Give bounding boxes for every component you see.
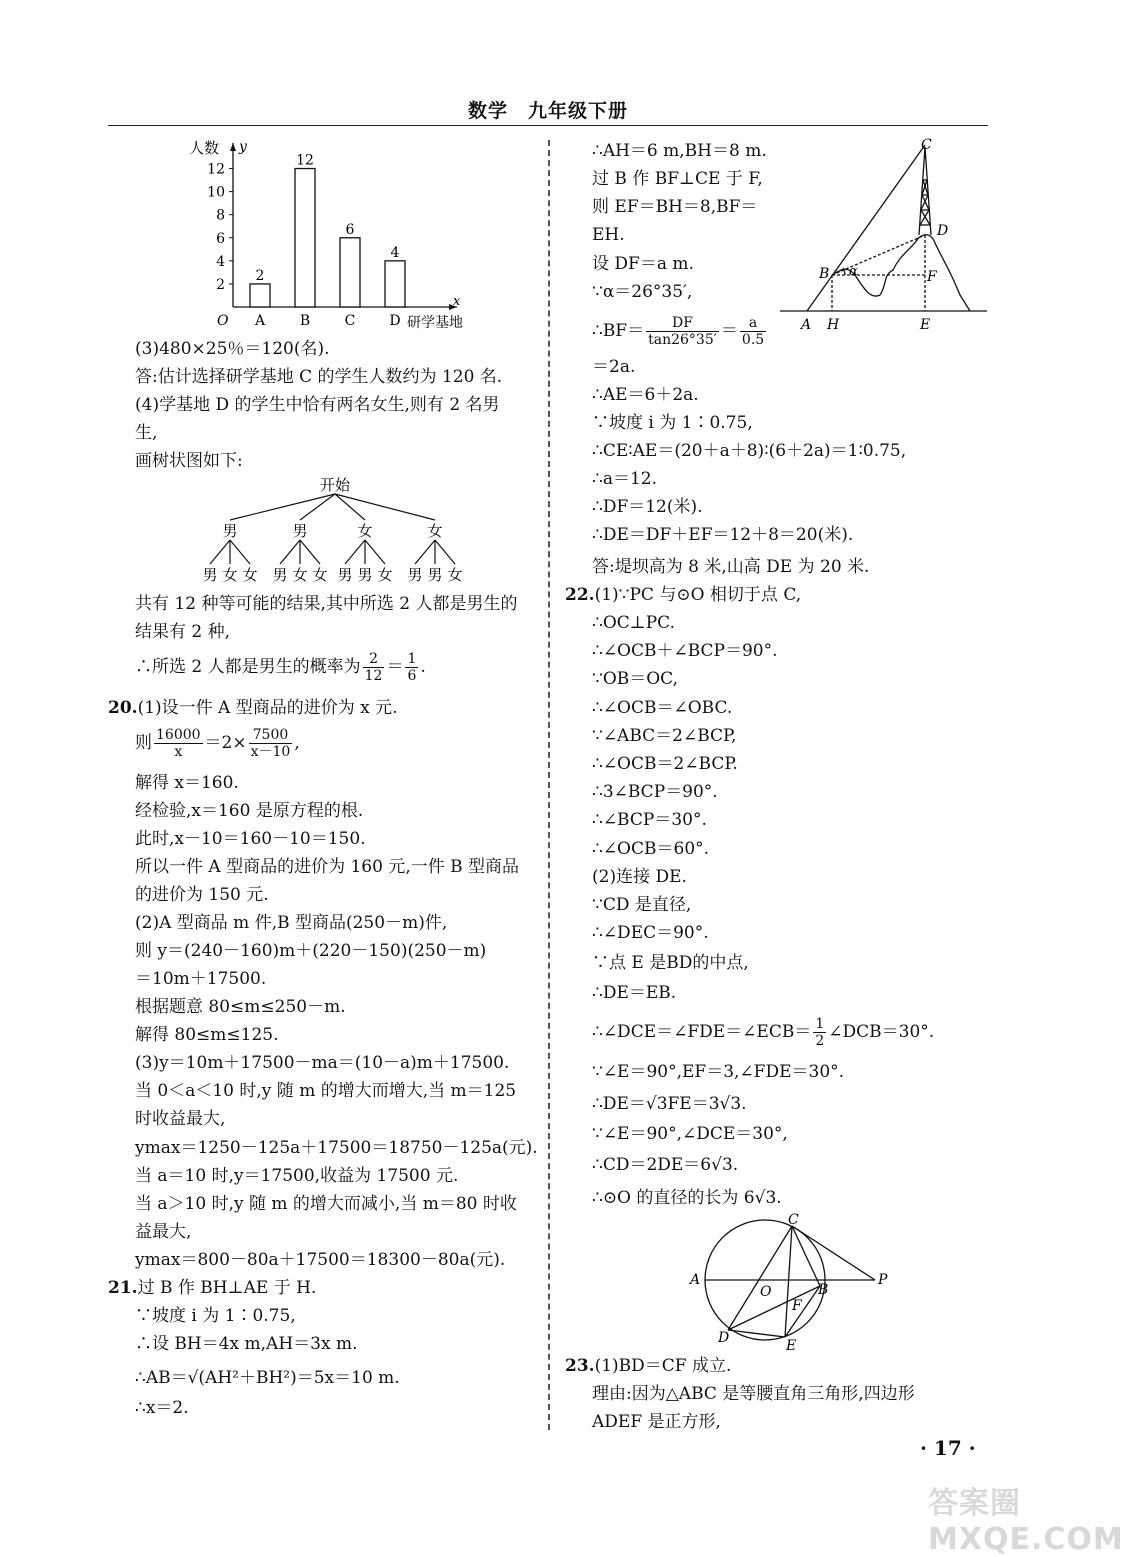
right-line-6: ∵α＝26°35′, (592, 282, 693, 302)
tree-l2-node: 男 (357, 566, 373, 584)
y-tick-label: 8 (216, 207, 225, 224)
tree-diagram (195, 474, 485, 586)
q22-line-21: ∴⊙O 的直径的长为 6√3. (592, 1188, 782, 1208)
left-line-5: 画树状图如下: (135, 451, 243, 471)
q21-line-4: ∴AB＝√(AH²＋BH²)＝5x＝10 m. (135, 1368, 400, 1388)
tree-l2-node: 男 (407, 566, 423, 584)
q20-line-17: 当 a＝10 时,y＝17500,收益为 17500 元. (135, 1166, 459, 1186)
tree-l2-node: 女 (377, 566, 393, 584)
q22-line-14: ∵点 E 是BD的中点, (592, 953, 749, 973)
right-line-2: 过 B 作 BF⊥CE 于 F, (592, 169, 763, 189)
tree-l2-node: 女 (292, 566, 308, 584)
q22-line-9: ∴∠BCP＝30°. (592, 810, 707, 830)
fraction: $\frac{DF}{\tan 26^\circ 35'}$ (648, 315, 717, 348)
left-line-2: 答:估计选择研学基地 C 的学生人数约为 120 名. (135, 367, 503, 387)
circle-label-D: D (718, 1330, 730, 1346)
q21-line-1: 21.过 B 作 BH⊥AE 于 H. (108, 1278, 317, 1298)
circle-label-B: B (818, 1282, 829, 1298)
x-tick-label: A (254, 313, 266, 329)
q21-line-3: ∴设 BH＝4x m,AH＝3x m. (135, 1334, 358, 1354)
x-tick-label: D (389, 313, 401, 329)
q20-line-8: (2)A 型商品 m 件,B 型商品(250－m)件, (135, 913, 448, 933)
q22-line-19: ∵∠E＝90°,∠DCE＝30°, (592, 1124, 788, 1144)
fraction: $\frac{1}{2}$ (815, 1016, 825, 1049)
q20-line-11: 根据题意 80≤m≤250－m. (135, 997, 346, 1017)
tree-l1-node: 男 (292, 522, 308, 540)
mountain-label-A: A (801, 317, 812, 333)
tree-root: 开始 (319, 476, 351, 494)
mountain-figure (775, 135, 990, 335)
tree-l2-node: 男 (272, 566, 288, 584)
q20-line-1: 20.(1)设一件 A 型商品的进价为 x 元. (108, 698, 398, 718)
q20-line-9: 则 y＝(240－160)m＋(220－150)(250－m) (135, 941, 487, 961)
bar (385, 261, 405, 307)
page-number: · 17 · (920, 1436, 976, 1460)
left-line-4: 生, (135, 423, 158, 443)
right-line-5: 设 DF＝a m. (592, 254, 694, 274)
q22-line-5: ∴∠OCB＝∠OBC. (592, 698, 733, 718)
bar-chart (185, 135, 485, 335)
y-tick-label: 4 (216, 253, 225, 270)
tree-l2-node: 女 (242, 566, 258, 584)
bar-value-label: 2 (255, 267, 265, 284)
mountain-label-B: B (819, 266, 830, 282)
q21-line-5: ∴x＝2. (135, 1398, 189, 1418)
q20-line-7: 的进价为 150 元. (135, 885, 269, 905)
q20-line-15: 时收益最大, (135, 1109, 226, 1129)
q22-line-16: ∴∠DCE＝∠FDE＝∠ECB＝ $\frac{1}{2}$ ∠DCB＝30°. (592, 1016, 935, 1049)
q20-line-16: ymax＝1250－125a＋17500＝18750－125a(元). (135, 1138, 538, 1158)
circle-label-F: F (792, 1298, 802, 1314)
tree-l2-node: 男 (337, 566, 353, 584)
mountain-label-E: E (920, 317, 931, 333)
tree-l1-node: 女 (357, 522, 373, 540)
tree-l2-node: 男 (427, 566, 443, 584)
q23-line-1: 23.(1)BD＝CF 成立. (565, 1356, 732, 1376)
q20-line-20: ymax＝800－80a＋17500＝18300－80a(元). (135, 1250, 506, 1270)
q22-line-17: ∵∠E＝90°,EF＝3,∠FDE＝30°. (592, 1062, 845, 1082)
q22-line-1: 22.(1)∵PC 与⊙O 相切于点 C, (565, 585, 802, 605)
mountain-label-F: F (927, 269, 937, 285)
mountain-label-D: D (937, 223, 949, 239)
q22-line-20: ∴CD＝2DE＝6√3. (592, 1155, 739, 1175)
fraction: $\frac{1}{6}$ (407, 651, 417, 684)
circle-label-P: P (878, 1272, 888, 1288)
circle-label-A: A (690, 1272, 701, 1288)
circle-label-O: O (760, 1284, 772, 1300)
page-header-title: 数学 九年级下册 (467, 100, 628, 122)
tree-l1-node: 女 (427, 522, 443, 540)
text: ∴所选 2 人都是男生的概率为 (135, 657, 361, 677)
left-line-6: 共有 12 种等可能的结果,其中所选 2 人都是男生的 (135, 594, 518, 614)
q22-line-13: ∴∠DEC＝90°. (592, 923, 709, 943)
y-axis-arrow (230, 143, 236, 151)
question-number: 23. (565, 1356, 595, 1376)
fraction: $\frac{7500}{x-10}$ (250, 727, 291, 760)
mountain-label-alpha: α (849, 264, 858, 279)
circle-label-C: C (788, 1212, 799, 1228)
q20-line-13: (3)y＝10m＋17500－ma＝(10－a)m＋17500. (135, 1053, 510, 1073)
right-line-3: 则 EF＝BH＝8,BF＝ (592, 197, 758, 217)
right-line-14: ∴DE＝DF＋EF＝12＋8＝20(米). (592, 525, 854, 545)
right-line-12: ∴a＝12. (592, 469, 657, 489)
y-tick-label: 12 (207, 161, 225, 178)
q20-line-2: 则 $\frac{16000}{x}$ ＝2× $\frac{7500}{x-10}$ , (135, 727, 300, 760)
tree-l2-node: 女 (447, 566, 463, 584)
q22-line-4: ∵OB＝OC, (592, 669, 678, 689)
q20-line-18: 当 a＞10 时,y 随 m 的增大而减小,当 m＝80 时收 (135, 1194, 517, 1214)
x-axis-title: 研学基地 (407, 315, 463, 331)
left-line-8: ∴所选 2 人都是男生的概率为 $\frac{2}{12}$ ＝ $\frac{1}{6}$ . (135, 651, 426, 684)
right-line-11: ∴CE∶AE＝(20＋a＋8)∶(6＋2a)＝1∶0.75, (592, 441, 907, 461)
right-line-10: ∵坡度 i 为 1∶0.75, (592, 413, 753, 433)
q22-line-8: ∴3∠BCP＝90°. (592, 782, 718, 802)
y-tick-label: 10 (207, 184, 225, 201)
mountain-label-H: H (827, 317, 840, 333)
fraction: $\frac{16000}{x}$ (156, 727, 201, 760)
q23-line-2: 理由:因为△ABC 是等腰直角三角形,四边形 (592, 1384, 915, 1404)
tree-l2-node: 男 (202, 566, 218, 584)
q20-line-5: 此时,x－10＝160－10＝150. (135, 829, 366, 849)
q20-line-6: 所以一件 A 型商品的进价为 160 元,一件 B 型商品 (135, 857, 520, 877)
circle-figure (680, 1212, 900, 1352)
origin-label: O (217, 313, 229, 329)
bar-value-label: 12 (296, 152, 314, 169)
bar (295, 169, 315, 307)
y-tick-label: 2 (216, 276, 225, 293)
q22-line-15: ∴DE＝EB. (592, 983, 677, 1003)
x-tick-label: B (299, 313, 311, 329)
q22-line-7: ∴∠OCB＝2∠BCP. (592, 754, 738, 774)
tree-l1-node: 男 (222, 522, 238, 540)
y-tick-label: 6 (216, 230, 225, 247)
mountain-label-C: C (921, 137, 932, 153)
right-line-15: 答:堤坝高为 8 米,山高 DE 为 20 米. (592, 557, 870, 577)
bar-value-label: 6 (345, 221, 355, 238)
x-tick-label: C (344, 313, 356, 329)
q20-line-14: 当 0＜a＜10 时,y 随 m 的增大而增大,当 m＝125 (135, 1081, 517, 1101)
q23-line-3: ADEF 是正方形, (592, 1412, 721, 1432)
right-line-9: ∴AE＝6＋2a. (592, 385, 699, 405)
fraction: $\frac{2}{12}$ (364, 651, 383, 684)
left-line-7: 结果有 2 种, (135, 622, 231, 642)
right-line-4: EH. (592, 225, 625, 245)
q20-line-4: 经检验,x＝160 是原方程的根. (135, 801, 364, 821)
q22-line-11: (2)连接 DE. (592, 867, 687, 887)
header-rule (108, 125, 988, 126)
question-number: 22. (565, 585, 595, 605)
tree-l2-node: 女 (222, 566, 238, 584)
q20-line-19: 益最大, (135, 1222, 192, 1242)
bar (250, 284, 270, 307)
x-axis-name: x (453, 294, 461, 309)
q20-line-12: 解得 80≤m≤125. (135, 1025, 279, 1045)
watermark-logo: 答案圈 MXQE.COM (928, 1486, 1124, 1557)
left-line-3: (4)学基地 D 的学生中恰有两名女生,则有 2 名男 (135, 395, 500, 415)
q22-line-18: ∴DE＝√3FE＝3√3. (592, 1094, 747, 1114)
fraction: $\frac{a}{0.5}$ (741, 315, 765, 348)
question-number: 20. (108, 698, 138, 718)
right-line-8: ＝2a. (592, 357, 636, 377)
q20-line-3: 解得 x＝160. (135, 773, 239, 793)
column-divider (548, 140, 550, 1430)
right-line-7: ∴BF＝ $\frac{DF}{\tan 26^\circ 35'}$ ＝ $\frac{a}{0.5}$ (592, 315, 765, 348)
left-line-1: (3)480×25％＝120(名). (135, 339, 330, 359)
y-axis-name: y (239, 139, 247, 155)
q20-line-10: ＝10m＋17500. (135, 969, 267, 989)
q22-line-2: ∴OC⊥PC. (592, 613, 675, 633)
circle-label-E: E (786, 1338, 797, 1354)
q22-line-12: ∵CD 是直径, (592, 895, 692, 915)
q22-line-6: ∵∠ABC＝2∠BCP, (592, 726, 737, 746)
q22-line-3: ∴∠OCB＋∠BCP＝90°. (592, 641, 778, 661)
q22-line-10: ∴∠OCB＝60°. (592, 839, 710, 859)
tree-l2-node: 女 (312, 566, 328, 584)
y-axis-title: 人数 (189, 139, 220, 157)
question-number: 21. (108, 1278, 138, 1298)
q21-line-2: ∵坡度 i 为 1∶0.75, (135, 1306, 296, 1326)
bar-value-label: 4 (390, 244, 400, 261)
right-line-1: ∴AH＝6 m,BH＝8 m. (592, 141, 767, 161)
right-line-13: ∴DF＝12(米). (592, 497, 703, 517)
bar (340, 238, 360, 307)
